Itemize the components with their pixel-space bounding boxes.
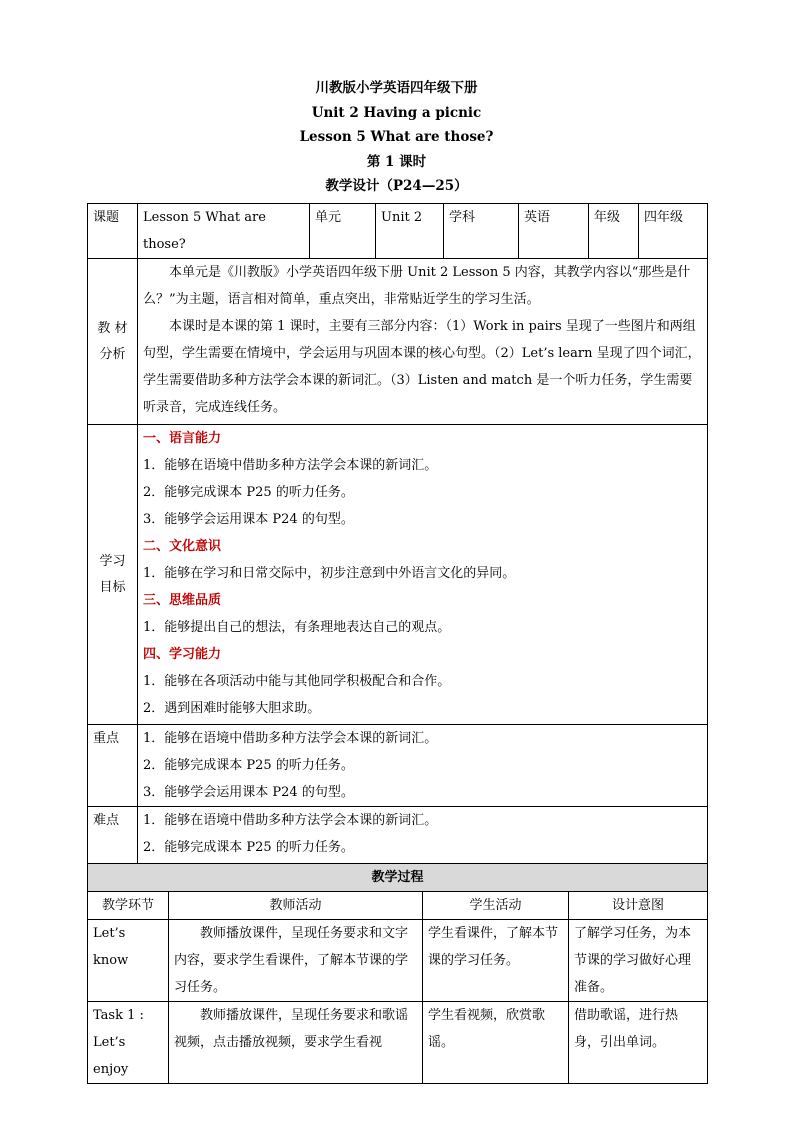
design-intent-cell: 了解学习任务，为本节课的学习做好心理准备。 <box>569 920 708 1002</box>
header-intent: 设计意图 <box>569 892 708 920</box>
document-header <box>0 76 793 199</box>
process-title-row <box>88 864 708 892</box>
key-point-item: 2．能够完成课本 P25 的听力任务。 <box>143 758 354 773</box>
header-student: 学生活动 <box>423 892 569 920</box>
unit-label: 单元 <box>310 204 376 259</box>
lesson-info-table <box>87 203 708 889</box>
objective-item: 1．能够在语境中借助多种方法学会本课的新词汇。 <box>143 458 438 473</box>
analysis-row <box>88 259 708 425</box>
key-points-content <box>138 725 708 807</box>
process-row <box>88 1002 708 1084</box>
process-title: 教学过程 <box>88 864 708 892</box>
design-intent-cell: 借助歌谣，进行热身，引出单词。 <box>569 1002 708 1084</box>
process-row <box>88 920 708 1002</box>
objectives-row <box>88 425 708 725</box>
header-teacher: 教师活动 <box>169 892 423 920</box>
teacher-activity-cell: 教师播放课件，呈现任务要求和歌谣视频，点击播放视频，要求学生看视 <box>169 1002 423 1084</box>
objective-item: 3．能够学会运用课本 P24 的句型。 <box>143 512 354 527</box>
objective-item: 1．能够在学习和日常交际中，初步注意到中外语言文化的异同。 <box>143 566 516 581</box>
info-row <box>88 204 708 259</box>
objective-heading-culture: 二、文化意识 <box>143 539 222 554</box>
teacher-activity-cell: 教师播放课件，呈现任务要求和文字内容，要求学生看课件，了解本节课的学习任务。 <box>169 920 423 1002</box>
topic-value: Lesson 5 What are those? <box>138 204 310 259</box>
design-title: 教学设计（P24—25） <box>325 178 468 194</box>
topic-label: 课题 <box>88 204 138 259</box>
grade-label: 年级 <box>589 204 639 259</box>
header-step: 教学环节 <box>88 892 169 920</box>
objectives-label-line2: 目标 <box>99 579 126 595</box>
objective-heading-learning: 四、学习能力 <box>143 647 222 662</box>
key-points-label: 重点 <box>88 725 138 807</box>
objectives-content <box>138 425 708 725</box>
subject-value: 英语 <box>519 204 589 259</box>
objective-item: 2．遇到困难时能够大胆求助。 <box>143 701 321 716</box>
key-point-item: 3．能够学会运用课本 P24 的句型。 <box>143 785 354 800</box>
analysis-content <box>138 259 708 425</box>
subject-label: 学科 <box>444 204 519 259</box>
objective-heading-language: 一、语言能力 <box>143 431 222 446</box>
student-activity-cell: 学生看课件，了解本节课的学习任务。 <box>423 920 569 1002</box>
analysis-label-line1: 教 材 <box>97 320 128 336</box>
difficulty-item: 2．能够完成课本 P25 的听力任务。 <box>143 840 354 855</box>
step-cell: Task 1 : Let’s enjoy <box>88 1002 169 1084</box>
teaching-process-table <box>87 863 708 1084</box>
unit-title: Unit 2 Having a picnic <box>311 104 482 121</box>
objectives-label-line1: 学习 <box>99 553 126 569</box>
period-title: 第 1 课时 <box>366 153 427 170</box>
unit-value: Unit 2 <box>376 204 444 259</box>
lesson-title: Lesson 5 What are those? <box>299 129 494 145</box>
analysis-paragraph-2: 本课时是本课的第 1 课时，主要有三部分内容：（1）Work in pairs 呈现了一些图片和两组句型，学生需要在情境中，学会运用与巩固本课的核心句型。（2）Let’s learn 呈现了四个词汇，学生需要借助多种方法学会本课的新词汇。（3）Listen and match 是一个听力任务，学生需要听录音，完成连线任务。 <box>143 319 701 415</box>
step-cell: Let’s know <box>88 920 169 1002</box>
grade-value: 四年级 <box>639 204 708 259</box>
analysis-paragraph-1: 本单元是《川教版》小学英语四年级下册 Unit 2 Lesson 5 内容，其教学内容以“那些是什么？”为主题，语言相对简单，重点突出，非常贴近学生的学习生活。 <box>143 265 691 307</box>
difficulty-item: 1．能够在语境中借助多种方法学会本课的新词汇。 <box>143 813 438 828</box>
process-header-row <box>88 892 708 920</box>
objective-heading-thinking: 三、思维品质 <box>143 593 222 608</box>
student-activity-cell: 学生看视频，欣赏歌谣。 <box>423 1002 569 1084</box>
objective-item: 2．能够完成课本 P25 的听力任务。 <box>143 485 354 500</box>
difficulties-label: 难点 <box>88 807 138 889</box>
objective-item: 1．能够提出自己的想法，有条理地表达自己的观点。 <box>143 620 451 635</box>
objective-item: 1．能够在各项活动中能与其他同学积极配合和合作。 <box>143 674 451 689</box>
key-point-item: 1．能够在语境中借助多种方法学会本课的新词汇。 <box>143 731 438 746</box>
doc-title: 川教版小学英语四年级下册 <box>315 80 478 96</box>
objectives-label <box>88 425 138 725</box>
key-points-row <box>88 725 708 807</box>
analysis-label-line2: 分析 <box>99 346 126 362</box>
analysis-label <box>88 259 138 425</box>
